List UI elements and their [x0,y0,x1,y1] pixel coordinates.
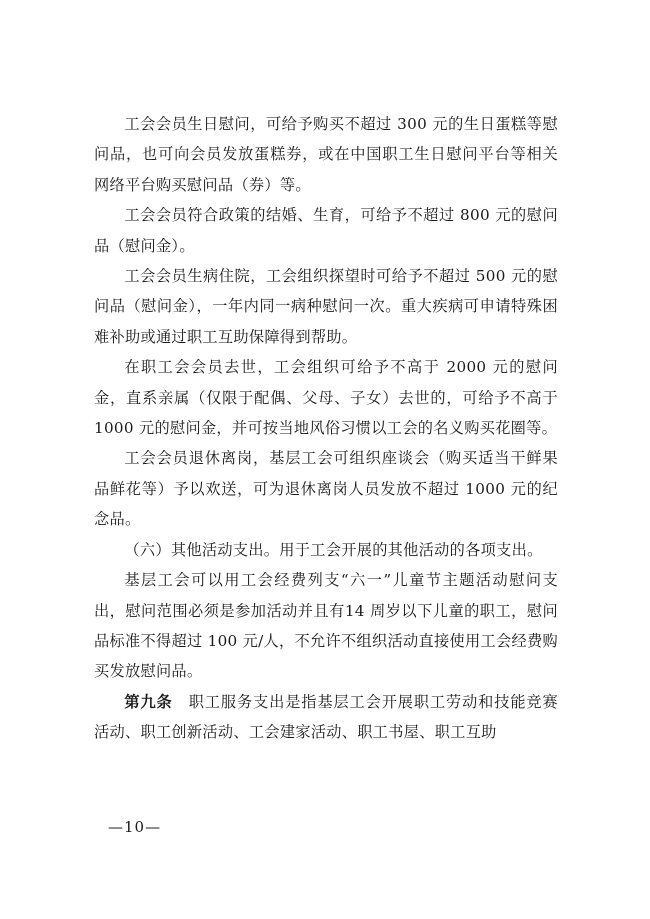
paragraph-illness: 工会会员生病住院，工会组织探望时可给予不超过 500 元的慰问品（慰问金），一年内同一病种慰问一次。重大疾病可申请特殊困难补助或通过职工互助保障得到帮助。 [94,267,558,346]
paragraph-other-activities: （六）其他活动支出。用于工会开展的其他活动的各项支出。 [124,540,543,559]
document-body [94,109,564,748]
paragraph-childrens-day: 基层工会可以用工会经费列支“六一”儿童节主题活动慰问支出，慰问范围必须是参加活动并且有14 周岁以下儿童的职工，慰问品标准不得超过 100 元/人，不允许不组织活动直接使用工会经费购买发放慰问品。 [94,571,558,681]
paragraph-retirement: 工会会员退休离岗，基层工会可组织座谈会（购买适当干鲜果品鲜花等）予以欢送，可为退休离岗人员发放不超过 1000 元的纪念品。 [94,449,558,529]
article-label: 第九条 [124,692,173,711]
article-text: 职工服务支出是指基层工会开展职工劳动和技能竞赛活动、职工创新活动、工会建家活动、职工书屋、职工互助 [94,692,558,742]
paragraph-article-nine [94,687,558,748]
paragraph-bereavement: 在职工会会员去世，工会组织可给予不高于 2000 元的慰问金，直系亲属（仅限于配偶、父母、子女）去世的，可给予不高于 1000 元的慰问金，并可按当地风俗习惯以工会的名义购买花圈等。 [94,358,564,438]
page-number: —10— [108,818,162,836]
paragraph-birthday: 工会会员生日慰问，可给予购买不超过 300 元的生日蛋糕等慰问品，也可向会员发放蛋糕券，或在中国职工生日慰问平台等相关网络平台购买慰问品（券）等。 [94,115,558,194]
paragraph-marriage: 工会会员符合政策的结婚、生育，可给予不超过 800 元的慰问品（慰问金）。 [94,206,558,255]
